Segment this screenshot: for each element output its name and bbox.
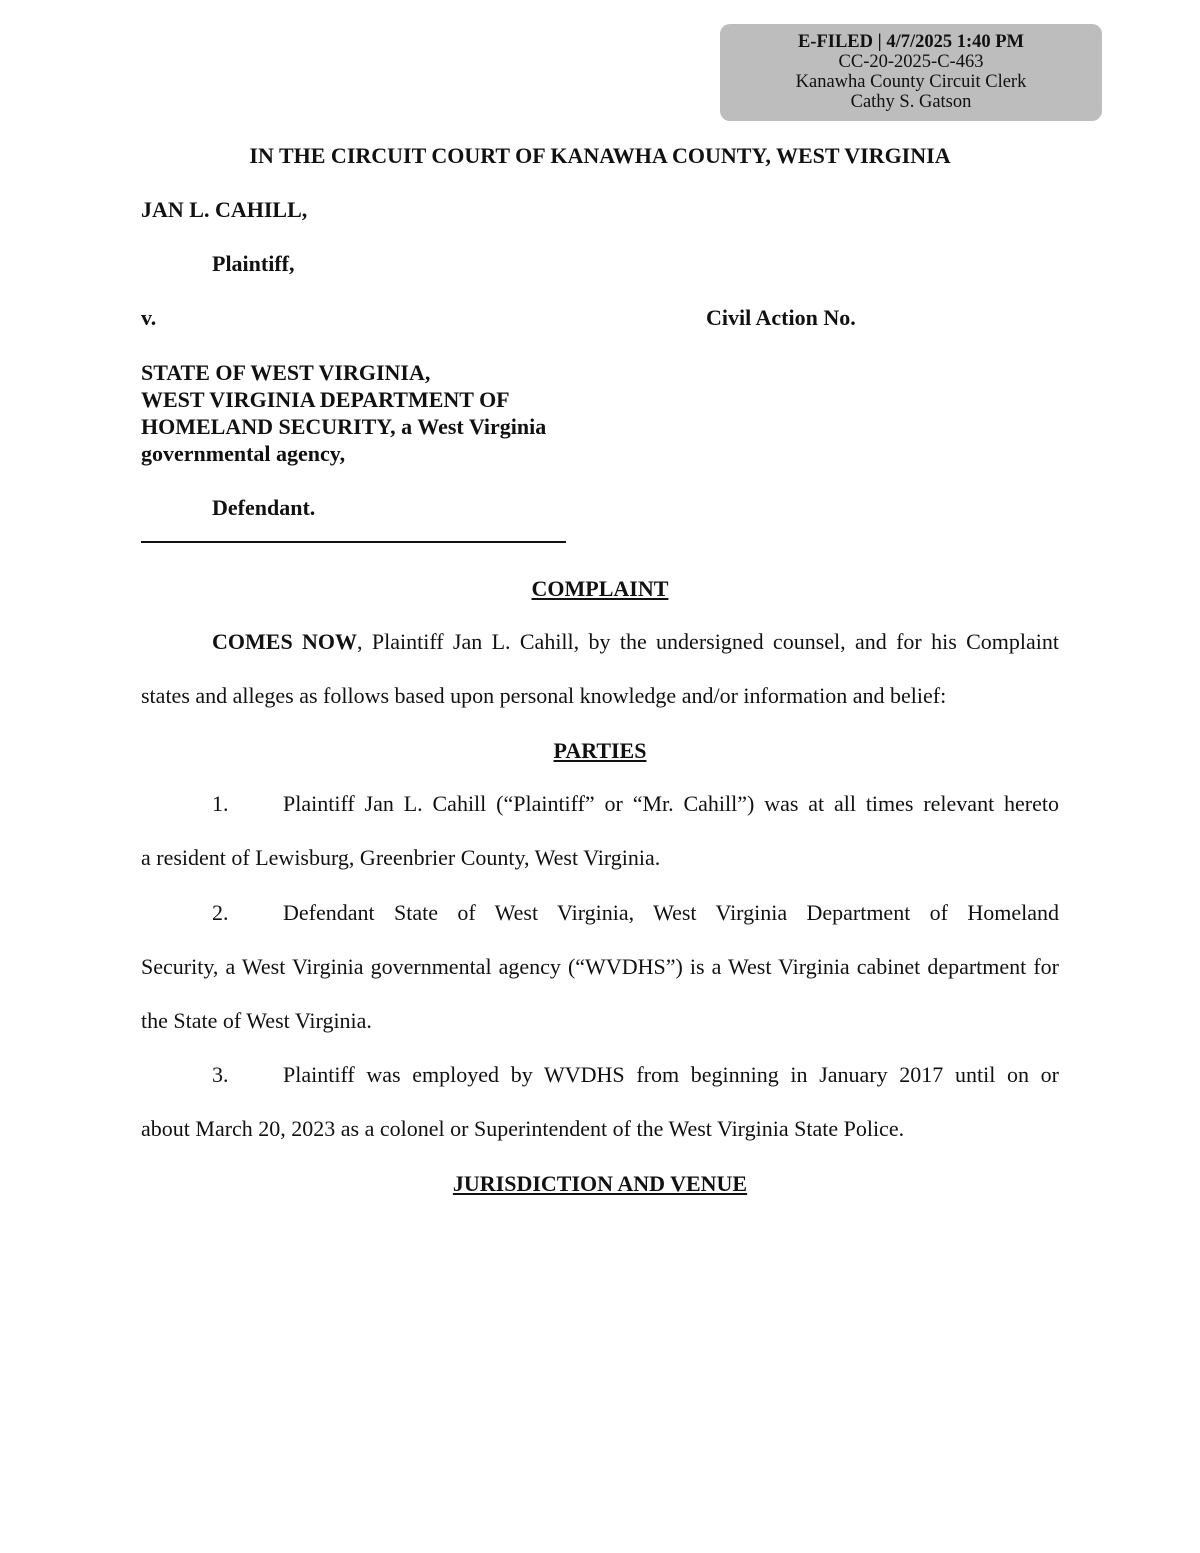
plaintiff-role: Plaintiff, [212,251,295,276]
defendant-line: governmental agency, [141,441,346,466]
intro-line-1: COMES NOW, Plaintiff Jan L. Cahill, by the undersigned counsel, and for his Complaint [212,629,1059,654]
comes-now: COMES NOW [212,629,358,654]
paragraph-line: Defendant State of West Virginia, West Virginia Department of Homeland [283,900,1059,925]
defendant-block [141,359,546,467]
caption-divider [141,541,566,543]
intro-paragraph [141,615,1059,723]
complaint-heading: COMPLAINT [531,576,669,601]
paragraph-line: Plaintiff Jan L. Cahill (“Plaintiff” or “Mr. Cahill”) was at all times relevant hereto [283,791,1059,816]
paragraph-body: about March 20, 2023 as a colonel or Superintendent of the West Virginia State Police. [141,1116,905,1141]
numbered-paragraph-3 [141,1048,1059,1156]
defendant-line: STATE OF WEST VIRGINIA, [141,360,431,385]
plaintiff-name: JAN L. CAHILL, [141,197,308,222]
paragraph-number: 1. [212,791,229,816]
paragraph-number: 3. [212,1062,229,1087]
efiling-stamp [720,24,1102,121]
paragraph-line: Plaintiff was employed by WVDHS from beginning in January 2017 until on or [283,1062,1059,1087]
defendant-line: WEST VIRGINIA DEPARTMENT OF [141,387,510,412]
court-title: IN THE CIRCUIT COURT OF KANAWHA COUNTY, WEST VIRGINIA [249,143,951,168]
numbered-paragraph-1 [141,777,1059,885]
clerk-name: Cathy S. Gatson [850,92,972,112]
clerk-office: Kanawha County Circuit Clerk [795,72,1027,92]
efiled-date: E-FILED | 4/7/2025 1:40 PM [797,32,1025,52]
defendant-role: Defendant. [212,495,316,520]
versus: v. [141,305,157,330]
paragraph-number: 2. [212,900,229,925]
parties-heading: PARTIES [553,738,647,763]
numbered-paragraph-2 [141,886,1059,1048]
intro-line-2: states and alleges as follows based upon personal knowledge and/or information and belief: [141,683,947,708]
paragraph-body: Security, a West Virginia governmental agency (“WVDHS”) is a West Virginia cabinet department for the State of West Virginia. [141,954,1059,1033]
case-number: CC-20-2025-C-463 [838,52,984,72]
jurisdiction-heading: JURISDICTION AND VENUE [452,1171,748,1196]
civil-action-number: Civil Action No. [706,305,856,330]
paragraph-body: a resident of Lewisburg, Greenbrier County, West Virginia. [141,845,661,870]
defendant-line: HOMELAND SECURITY, a West Virginia [141,414,547,439]
